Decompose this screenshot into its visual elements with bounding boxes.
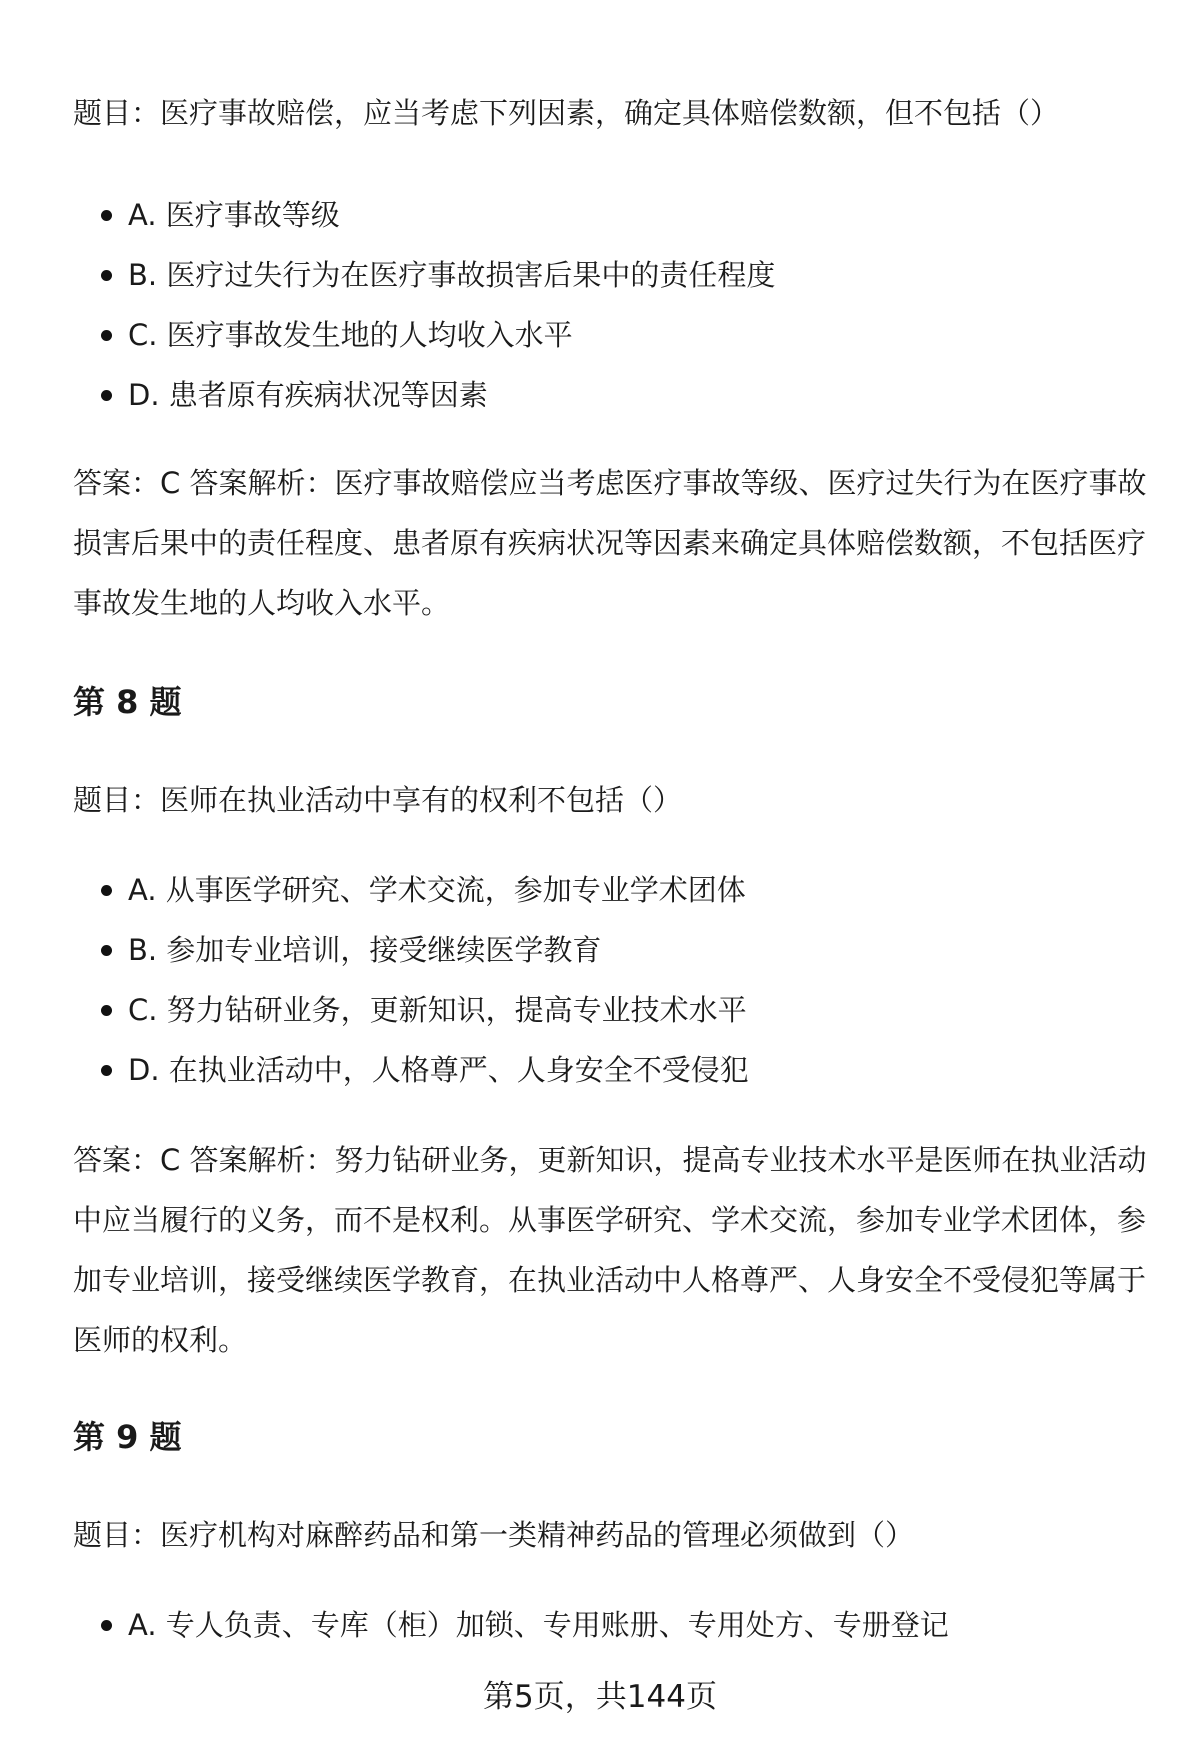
option-item	[73, 920, 749, 980]
question-8-answer: 答案：C 答案解析：努力钻研业务，更新知识，提高专业技术水平是医师在执业活动中应当履行的义务，而不是权利。从事医学研究、学术交流，参加专业学术团体，参加专业培训，接受继续医学教育，在执业活动中人格尊严、人身安全不受侵犯等属于医师的权利。	[73, 1143, 1147, 1357]
bullet-icon	[101, 1620, 112, 1631]
option-text: B. 参加专业培训，接受继续医学教育	[128, 933, 602, 967]
question-7-stem: 题目：医疗事故赔偿，应当考虑下列因素，确定具体赔偿数额，但不包括（）	[73, 96, 1060, 130]
option-text: B. 医疗过失行为在医疗事故损害后果中的责任程度	[128, 258, 776, 292]
option-item	[73, 245, 775, 305]
question-8-stem: 题目：医师在执业活动中享有的权利不包括（）	[73, 783, 683, 817]
option-text: A. 专人负责、专库（柜）加锁、专用账册、专用处方、专册登记	[128, 1608, 949, 1642]
question-9-stem: 题目：医疗机构对麻醉药品和第一类精神药品的管理必须做到（）	[73, 1518, 915, 1552]
option-item	[73, 365, 775, 425]
bullet-icon	[101, 1005, 112, 1016]
page-footer: 第5页，共144页	[483, 1679, 717, 1715]
option-text: A. 从事医学研究、学术交流，参加专业学术团体	[128, 873, 746, 907]
bullet-icon	[101, 945, 112, 956]
bullet-icon	[101, 390, 112, 401]
question-8-heading: 第 8 题	[73, 683, 182, 721]
option-text: D. 患者原有疾病状况等因素	[128, 378, 488, 412]
option-text: D. 在执业活动中，人格尊严、人身安全不受侵犯	[128, 1053, 749, 1087]
option-item	[73, 185, 775, 245]
bullet-icon	[101, 885, 112, 896]
bullet-icon	[101, 210, 112, 221]
question-7-options	[73, 185, 775, 425]
option-item	[73, 860, 749, 920]
bullet-icon	[101, 1065, 112, 1076]
bullet-icon	[101, 270, 112, 281]
question-9-options	[73, 1595, 949, 1655]
option-item	[73, 980, 749, 1040]
option-item	[73, 1040, 749, 1100]
question-7-answer: 答案：C 答案解析：医疗事故赔偿应当考虑医疗事故等级、医疗过失行为在医疗事故损害后果中的责任程度、患者原有疾病状况等因素来确定具体赔偿数额，不包括医疗事故发生地的人均收入水平。	[73, 466, 1147, 620]
option-text: A. 医疗事故等级	[128, 198, 340, 232]
question-9-heading: 第 9 题	[73, 1418, 182, 1456]
option-text: C. 医疗事故发生地的人均收入水平	[128, 318, 573, 352]
bullet-icon	[101, 330, 112, 341]
option-text: C. 努力钻研业务，更新知识，提高专业技术水平	[128, 993, 747, 1027]
option-item	[73, 305, 775, 365]
option-item	[73, 1595, 949, 1655]
question-8-options	[73, 860, 749, 1100]
